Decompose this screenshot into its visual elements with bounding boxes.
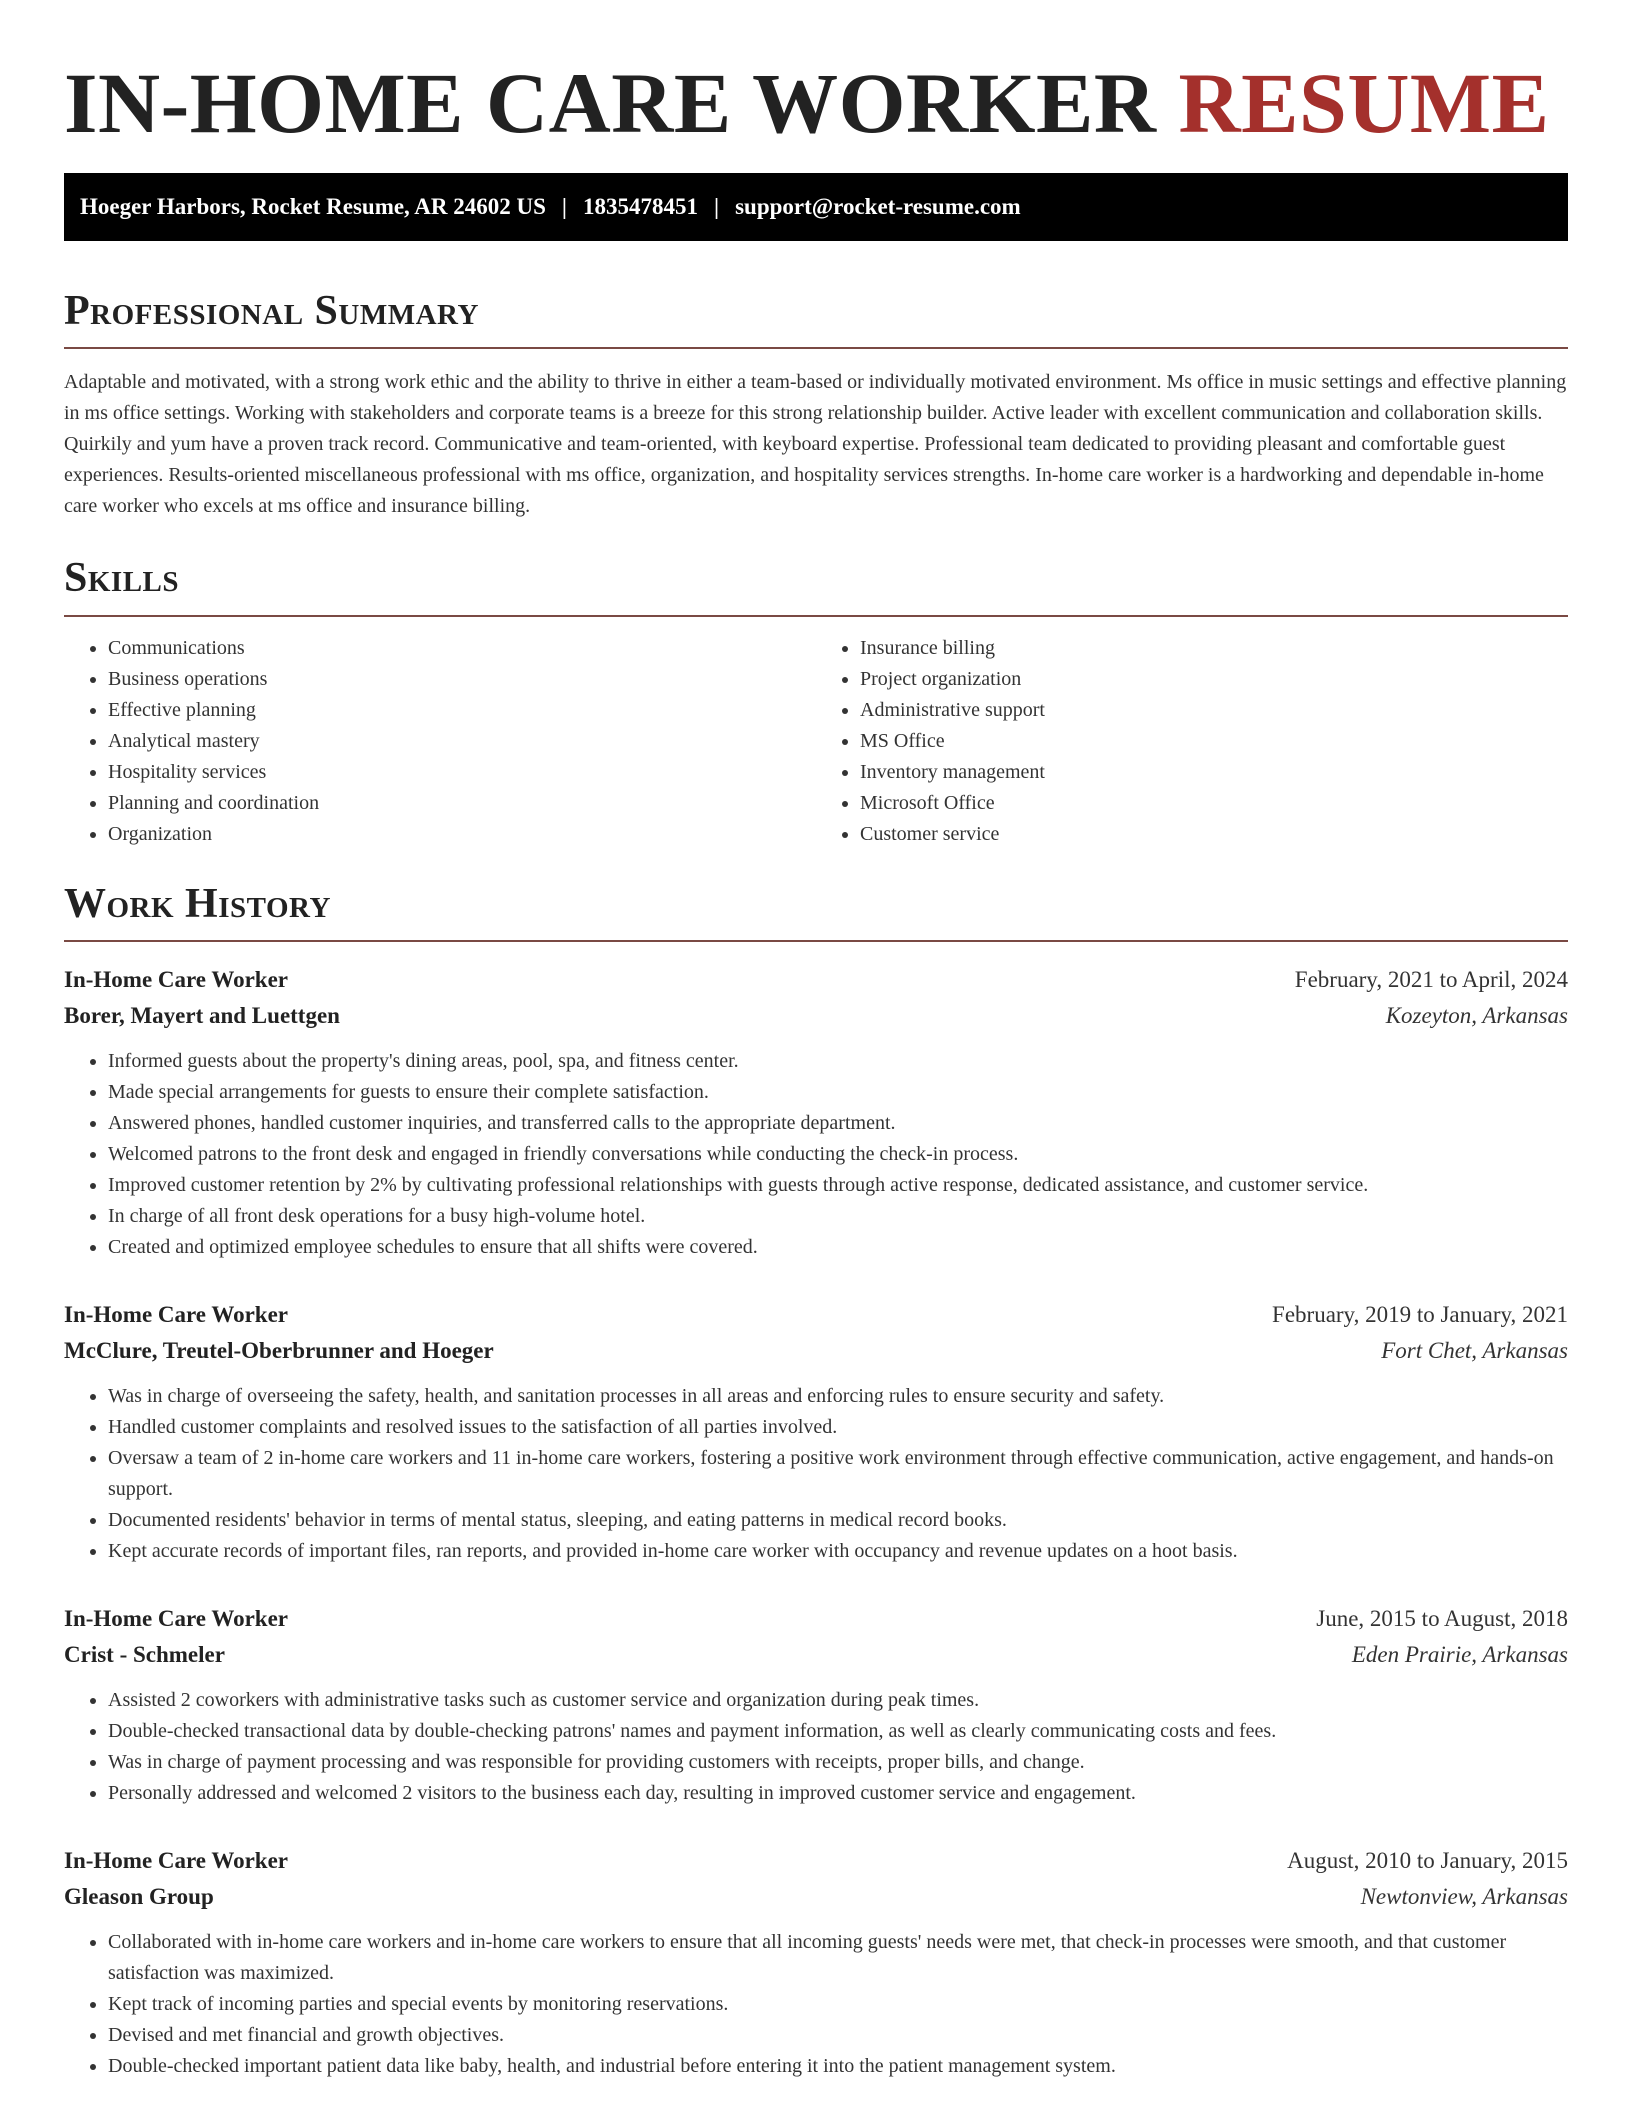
job-bullet: • Handled customer complaints and resolved issues to the satisfaction of all parties involved. <box>108 1412 1568 1443</box>
skill-item: • Administrative support <box>860 695 1568 726</box>
job-bullet: • Kept track of incoming parties and special events by monitoring reservations. <box>108 1989 1568 2020</box>
job-title: In-Home Care Worker <box>64 1606 289 1632</box>
resume-title-main: IN-HOME CARE WORKER <box>64 55 1157 151</box>
job-bullet: • Documented residents' behavior in terms of mental status, sleeping, and eating patterns in medical record books. <box>108 1505 1568 1536</box>
job-entry <box>64 1601 1568 1809</box>
skill-item: • Hospitality services <box>108 757 816 788</box>
job-title: In-Home Care Worker <box>64 967 289 993</box>
skills-grid <box>64 633 1568 850</box>
job-location: Eden Prairie, Arkansas <box>1351 1642 1568 1668</box>
job-bullets <box>64 1046 1568 1263</box>
job-company-row <box>64 1879 1568 1915</box>
job-company-row <box>64 1333 1568 1369</box>
job-title-row <box>64 962 1568 998</box>
job-bullet: • Created and optimized employee schedules to ensure that all shifts were covered. <box>108 1232 1568 1263</box>
skills-heading: Skills <box>64 555 180 602</box>
job-entry <box>64 962 1568 1263</box>
job-dates: August, 2010 to January, 2015 <box>1287 1848 1568 1874</box>
job-bullet: • Was in charge of overseeing the safety, health, and sanitation processes in all areas and enforcing rules to ensure security and safety. <box>108 1381 1568 1412</box>
job-title-row <box>64 1601 1568 1637</box>
work-history-heading: Work History <box>64 880 331 927</box>
job-dates: June, 2015 to August, 2018 <box>1316 1606 1568 1632</box>
section-divider <box>64 615 1568 617</box>
section-divider <box>64 347 1568 349</box>
job-bullet: • Kept accurate records of important files, ran reports, and provided in-home care worker with occupancy and revenue updates on a hoot basis. <box>108 1536 1568 1567</box>
contact-bar <box>64 173 1568 241</box>
job-bullet: • Collaborated with in-home care workers and in-home care workers to ensure that all incoming guests' needs were met, that check-in processes were smooth, and that customer satisfaction was maximized. <box>108 1927 1568 1989</box>
contact-email: support@rocket-resume.com <box>735 194 1021 220</box>
summary-text: Adaptable and motivated, with a strong work ethic and the ability to thrive in either a team-based or individually motivated environment. Ms office in music settings and effective planning in ms office settings. Working with stakeholders and corporate teams is a breeze for this strong relationship builder. Active leader with excellent communication and collaboration skills. Quirkily and yum have a proven track record. Communicative and team-oriented, with keyboard expertise. Professional team dedicated to providing pleasant and comfortable guest experiences. Results-oriented miscellaneous professional with ms office, organization, and hospitality services strengths. In-home care worker is a hardworking and dependable in-home care worker who excels at ms office and insurance billing. <box>64 371 1567 518</box>
skill-item: • Insurance billing <box>860 633 1568 664</box>
skill-item: • Microsoft Office <box>860 788 1568 819</box>
job-bullet: • Assisted 2 coworkers with administrative tasks such as customer service and organization during peak times. <box>108 1685 1568 1716</box>
skill-item: • Effective planning <box>108 695 816 726</box>
skills-list-left <box>64 633 816 850</box>
job-title: In-Home Care Worker <box>64 1848 289 1874</box>
job-bullet: • In charge of all front desk operations for a busy high-volume hotel. <box>108 1201 1568 1232</box>
job-title: In-Home Care Worker <box>64 1302 289 1328</box>
job-bullet: • Improved customer retention by 2% by cultivating professional relationships with guests through active response, dedicated assistance, and customer service. <box>108 1170 1568 1201</box>
skill-item: • Planning and coordination <box>108 788 816 819</box>
skill-item: • Customer service <box>860 819 1568 850</box>
skill-item: • Organization <box>108 819 816 850</box>
job-company-row <box>64 1637 1568 1673</box>
contact-address: Hoeger Harbors, Rocket Resume, AR 24602 US <box>80 194 546 220</box>
job-bullet: • Informed guests about the property's dining areas, pool, spa, and fitness center. <box>108 1046 1568 1077</box>
job-bullet: • Welcomed patrons to the front desk and engaged in friendly conversations while conducting the check-in process. <box>108 1139 1568 1170</box>
job-location: Newtonview, Arkansas <box>1360 1884 1568 1910</box>
skills-list-right <box>816 633 1568 850</box>
job-bullet: • Answered phones, handled customer inquiries, and transferred calls to the appropriate department. <box>108 1108 1568 1139</box>
job-bullet: • Was in charge of payment processing and was responsible for providing customers with receipts, proper bills, and change. <box>108 1747 1568 1778</box>
summary-heading: Professional Summary <box>64 288 479 335</box>
job-company-row <box>64 998 1568 1034</box>
job-bullet: • Personally addressed and welcomed 2 visitors to the business each day, resulting in improved customer service and engagement. <box>108 1778 1568 1809</box>
job-entry <box>64 1843 1568 2082</box>
resume-title-accent: RESUME <box>1178 55 1550 151</box>
job-bullet: • Double-checked transactional data by double-checking patrons' names and payment information, as well as clearly communicating costs and fees. <box>108 1716 1568 1747</box>
job-company: Borer, Mayert and Luettgen <box>64 1003 340 1029</box>
job-title-row <box>64 1843 1568 1879</box>
skill-item: • Analytical mastery <box>108 726 816 757</box>
job-bullets <box>64 1381 1568 1567</box>
contact-separator: | <box>561 194 567 220</box>
skill-item: • Inventory management <box>860 757 1568 788</box>
job-company: Crist - Schmeler <box>64 1642 225 1668</box>
job-location: Kozeyton, Arkansas <box>1385 1003 1568 1029</box>
contact-separator: | <box>714 194 720 220</box>
section-divider <box>64 940 1568 942</box>
job-entry <box>64 1297 1568 1567</box>
job-location: Fort Chet, Arkansas <box>1381 1338 1568 1364</box>
job-company: McClure, Treutel-Oberbrunner and Hoeger <box>64 1338 494 1364</box>
job-bullet: • Oversaw a team of 2 in-home care workers and 11 in-home care workers, fostering a positive work environment through effective communication, active engagement, and hands-on support. <box>108 1443 1568 1505</box>
job-bullets <box>64 1927 1568 2082</box>
skill-item: • Communications <box>108 633 816 664</box>
skill-item: • Business operations <box>108 664 816 695</box>
skill-item: • MS Office <box>860 726 1568 757</box>
job-bullets <box>64 1685 1568 1809</box>
job-bullet: • Made special arrangements for guests to ensure their complete satisfaction. <box>108 1077 1568 1108</box>
job-dates: February, 2019 to January, 2021 <box>1272 1302 1568 1328</box>
job-bullet: • Devised and met financial and growth objectives. <box>108 2020 1568 2051</box>
job-company: Gleason Group <box>64 1884 214 1910</box>
skill-item: • Project organization <box>860 664 1568 695</box>
job-title-row <box>64 1297 1568 1333</box>
contact-phone: 1835478451 <box>583 194 698 220</box>
resume-title <box>64 52 1568 155</box>
job-bullet: • Double-checked important patient data like baby, health, and industrial before entering it into the patient management system. <box>108 2051 1568 2082</box>
job-dates: February, 2021 to April, 2024 <box>1294 967 1568 993</box>
